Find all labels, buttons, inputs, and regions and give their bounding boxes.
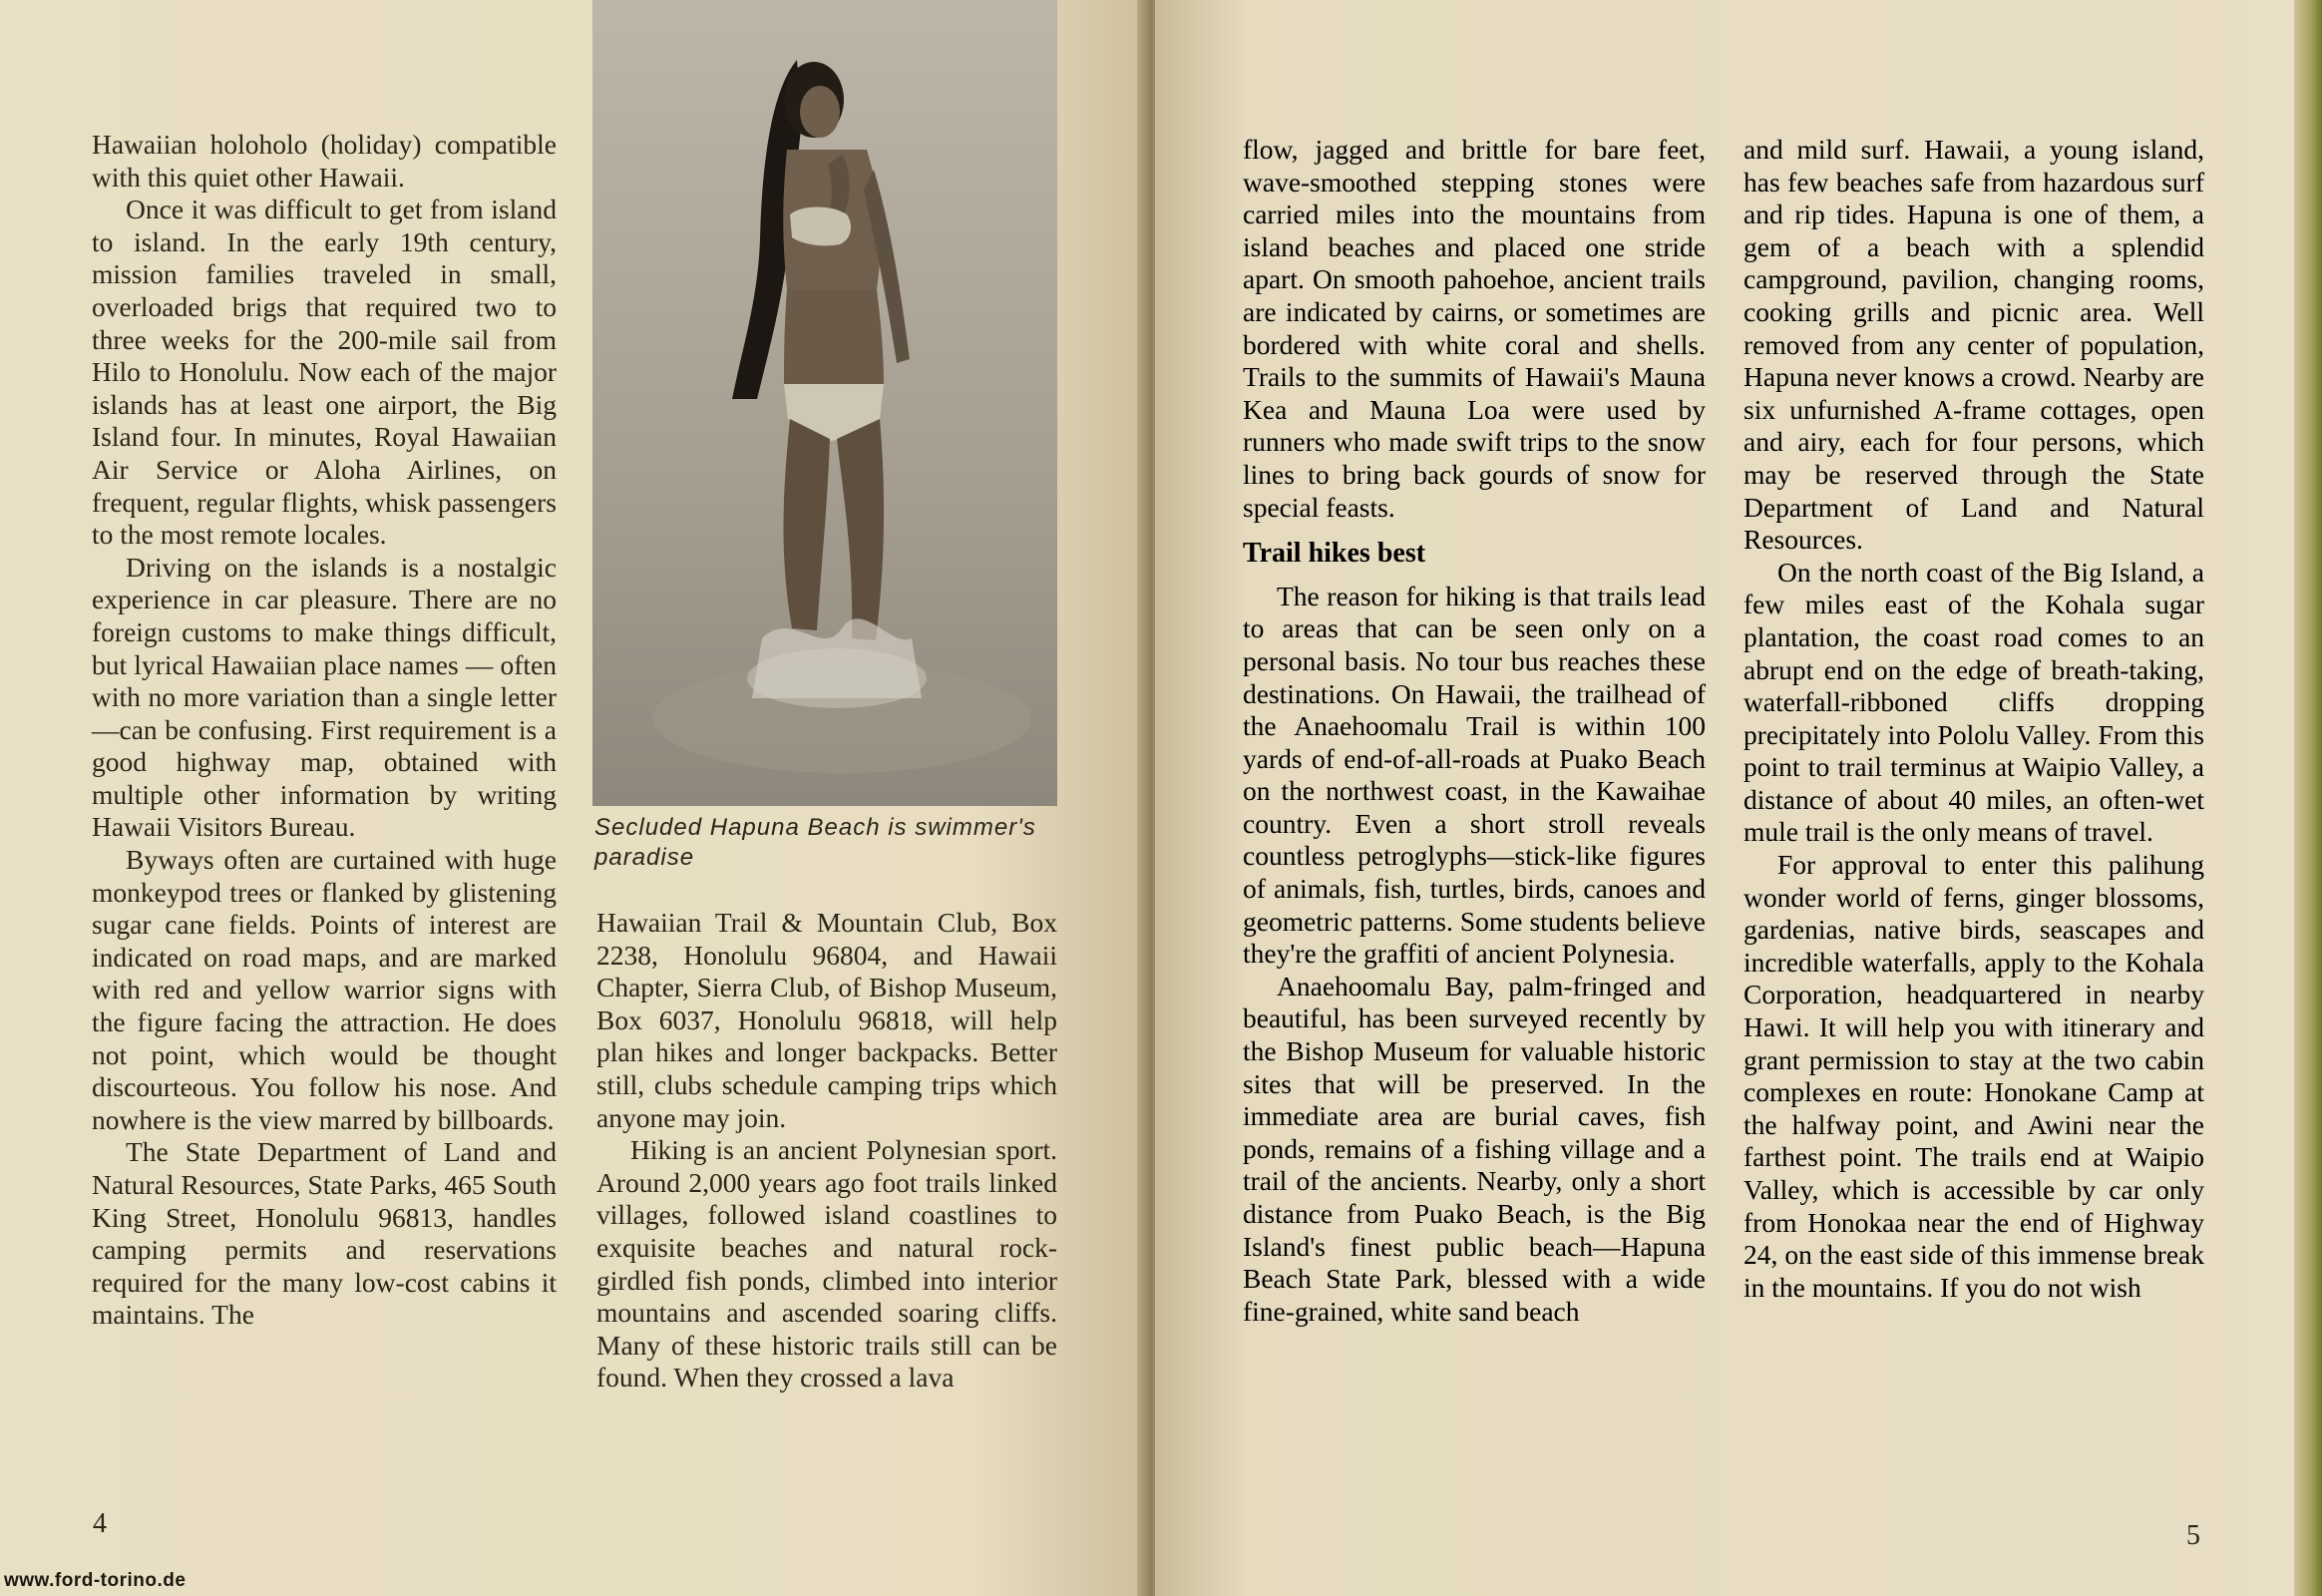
woman-on-beach-photo-image <box>592 0 1057 806</box>
beach-photo <box>592 0 1057 806</box>
paragraph: and mild surf. Hawaii, a young island, has few beaches safe from hazardous surf and rip tides. Hapuna is one of them, a gem of a beach with a splendid campground, pavilion, changing rooms, cooking grills and picnic area. Well removed from any center of population, Hapuna never knows a crowd. Nearby are six unfurnished A-frame cottages, open and airy, each for four persons, which may be reserved through the State Department of Land and Natural Resources. <box>1743 134 2204 556</box>
paragraph: For approval to enter this palihung wonder world of ferns, ginger blossoms, gardenias, native birds, seascapes and incredible waterfalls, apply to the Kohala Corporation, headquartered in nearby Hawi. It will help you with itinerary and grant permission to stay at the two cabin complexes en route: Honokane Camp at the halfway point, and Awini near the farthest point. The trails end at Waipio Valley, which is accessible by car only from Honokaa near the end of Highway 24, on the east side of this immense break in the mountains. If you do not wish <box>1743 849 2204 1303</box>
paragraph: Anaehoomalu Bay, palm-fringed and beautiful, has been surveyed recently by the Bishop Museum for valuable historic sites that will be preserved. In the immediate area are burial caves, fish ponds, remains of a fishing village and a trail of the ancients. Nearby, only a short distance from Puako Beach, is the Big Island's finest public beach—Hapuna Beach State Park, blessed with a wide fine-grained, white sand beach <box>1243 970 1706 1327</box>
paragraph: The State Department of Land and Natural Resources, State Parks, 465 South King Street, Honolulu 96813, handles camping permits and reservations required for the many low-cost cabins it maintains. The <box>92 1136 557 1331</box>
right-column-2 <box>1743 134 2204 1304</box>
section-heading: Trail hikes best <box>1243 538 1426 570</box>
page-edge <box>2294 0 2322 1596</box>
paragraph: Once it was difficult to get from island to island. In the early 19th century, mission families traveled in small, overloaded brigs that required two to three weeks for the 200-mile sail from Hilo to Honolulu. Now each of the major islands has at least one airport, the Big Island four. In minutes, Royal Hawaiian Air Service or Aloha Airlines, on frequent, regular flights, whisk passengers to the most remote locales. <box>92 194 557 551</box>
page-number: 4 <box>93 1508 107 1539</box>
paragraph: Hawaiian holoholo (holiday) compatible with this quiet other Hawaii. <box>92 129 557 193</box>
left-column-2 <box>596 907 1057 1395</box>
paragraph: On the north coast of the Big Island, a few miles east of the Kohala sugar plantation, the coast road comes to an abrupt end on the edge of breath-taking, waterfall-ribboned cliffs dropping precipitately into Pololu Valley. From this point to trail terminus at Waipio Valley, a distance of about 40 miles, an often-wet mule trail is the only means of travel. <box>1743 556 2204 848</box>
left-page <box>0 0 1147 1596</box>
paragraph: Hiking is an ancient Polynesian sport. Around 2,000 years ago foot trails linked villages, followed island coastlines to exquisite beaches and natural rock-girdled fish ponds, climbed into interior mountains and ascended soaring cliffs. Many of these historic trails still can be found. When they crossed a lava <box>596 1134 1057 1394</box>
paragraph: Driving on the islands is a nostalgic experience in car pleasure. There are no foreign customs to make things difficult, but lyrical Hawaiian place names — often with no more variation than a single letter—can be confusing. First requirement is a good highway map, obtained with multiple other information by writing Hawaii Visitors Bureau. <box>92 551 557 843</box>
right-column-1 <box>1243 134 1706 1328</box>
paragraph: flow, jagged and brittle for bare feet, wave-smoothed stepping stones were carried miles into the mountains from island beaches and placed one stride apart. On smooth pahoehoe, ancient trails are indicated by cairns, or sometimes are bordered with white coral and shells. Trails to the summits of Hawaii's Mauna Kea and Mauna Loa were used by runners who made swift trips to the snow lines to bring back gourds of snow for special feasts. <box>1243 134 1706 523</box>
watermark: www.ford-torino.de <box>4 1570 187 1591</box>
left-column-1 <box>92 129 557 1332</box>
paragraph: The reason for hiking is that trails lead to areas that can be seen only on a personal basis. No tour bus reaches these destinations. On Hawaii, the trailhead of the Anaehoomalu Trail is within 100 yards of end-of-all-roads at Puako Beach on the northwest coast, in the Kawaihae country. Even a short stroll reveals countless petroglyphs—stick-like figures of animals, fish, turtles, birds, canoes and geometric patterns. Some students believe they're the graffiti of ancient Polynesia. <box>1243 580 1706 970</box>
paragraph: Hawaiian Trail & Mountain Club, Box 2238, Honolulu 96804, and Hawaii Chapter, Sierra Club, of Bishop Museum, Box 6037, Honolulu 96818, will help plan hikes and longer backpacks. Better still, clubs schedule camping trips which anyone may join. <box>596 907 1057 1133</box>
paragraph: Byways often are curtained with huge monkeypod trees or flanked by glistening sugar cane fields. Points of interest are indicated on road maps, and are marked with red and yellow warrior signs with the figure facing the attraction. He does not point, which would be thought discourteous. You follow his nose. And nowhere is the view marred by billboards. <box>92 844 557 1135</box>
page-number: 5 <box>2186 1520 2200 1551</box>
photo-caption: Secluded Hapuna Beach is swimmer's paradise <box>594 814 1036 871</box>
